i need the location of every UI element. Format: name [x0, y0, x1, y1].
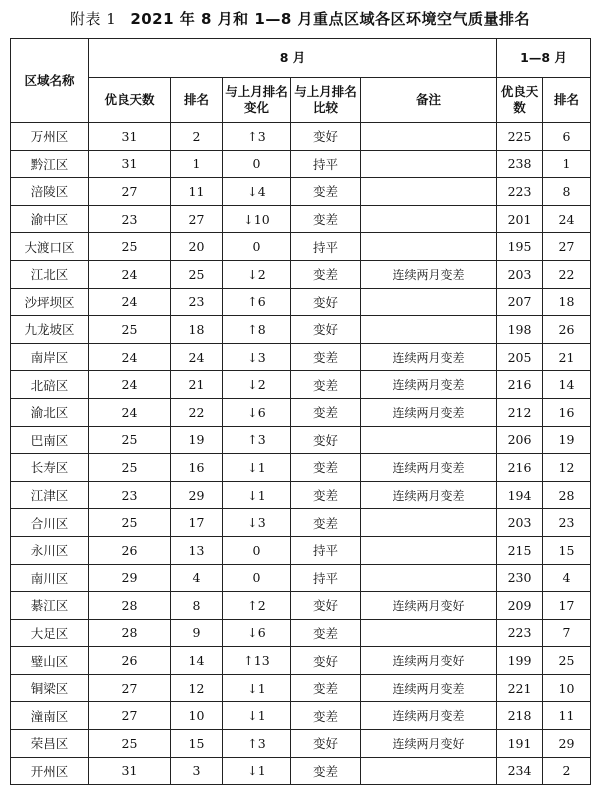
aug-rank-cell: 8 [171, 592, 223, 620]
rank-change-cell: ↓6 [223, 398, 291, 426]
district-name-cell: 潼南区 [11, 702, 89, 730]
aug-good-days-cell: 25 [89, 509, 171, 537]
ytd-rank-cell: 26 [543, 316, 591, 344]
table-row [11, 316, 591, 344]
aug-rank-cell: 4 [171, 564, 223, 592]
rank-change-cell: ↓3 [223, 509, 291, 537]
district-name-cell: 大足区 [11, 619, 89, 647]
rank-compare-cell: 变差 [291, 674, 361, 702]
aug-good-days-cell: 25 [89, 426, 171, 454]
table-row [11, 619, 591, 647]
rank-change-cell: ↓3 [223, 343, 291, 371]
district-name-cell: 荣昌区 [11, 730, 89, 758]
district-name-cell: 南川区 [11, 564, 89, 592]
aug-rank-cell: 1 [171, 150, 223, 178]
rank-compare-cell: 变差 [291, 343, 361, 371]
rank-change-cell: 0 [223, 564, 291, 592]
table-row [11, 426, 591, 454]
ytd-rank-cell: 7 [543, 619, 591, 647]
rank-change-cell: ↑3 [223, 123, 291, 151]
note-cell [361, 426, 497, 454]
district-name-cell: 沙坪坝区 [11, 288, 89, 316]
rank-change-cell: ↓1 [223, 454, 291, 482]
ytd-rank-cell: 17 [543, 592, 591, 620]
ytd-rank-cell: 6 [543, 123, 591, 151]
note-cell [361, 509, 497, 537]
aug-rank-cell: 27 [171, 205, 223, 233]
ytd-good-days-cell: 201 [497, 205, 543, 233]
aug-rank-cell: 13 [171, 536, 223, 564]
header-region: 区域名称 [11, 39, 89, 123]
header-ytd-good-days: 优良天数 [497, 78, 543, 123]
aug-rank-cell: 17 [171, 509, 223, 537]
rank-change-cell: 0 [223, 150, 291, 178]
aug-rank-cell: 25 [171, 260, 223, 288]
note-cell: 连续两月变差 [361, 674, 497, 702]
aug-good-days-cell: 27 [89, 702, 171, 730]
table-row [11, 371, 591, 399]
rank-compare-cell: 持平 [291, 150, 361, 178]
header-jan-aug: 1—8 月 [497, 39, 591, 78]
rank-compare-cell: 变差 [291, 454, 361, 482]
rank-compare-cell: 变好 [291, 730, 361, 758]
note-cell: 连续两月变好 [361, 647, 497, 675]
ytd-good-days-cell: 223 [497, 619, 543, 647]
ytd-good-days-cell: 238 [497, 150, 543, 178]
ytd-good-days-cell: 223 [497, 178, 543, 206]
ytd-rank-cell: 28 [543, 481, 591, 509]
note-cell [361, 178, 497, 206]
table-row [11, 233, 591, 261]
rank-change-cell: ↓1 [223, 674, 291, 702]
ytd-rank-cell: 18 [543, 288, 591, 316]
table-row [11, 123, 591, 151]
ytd-good-days-cell: 216 [497, 371, 543, 399]
rank-change-cell: ↑6 [223, 288, 291, 316]
aug-rank-cell: 10 [171, 702, 223, 730]
aug-good-days-cell: 28 [89, 592, 171, 620]
note-cell [361, 619, 497, 647]
rank-change-cell: ↓10 [223, 205, 291, 233]
ytd-rank-cell: 2 [543, 757, 591, 785]
table-body [11, 123, 591, 785]
table-row [11, 150, 591, 178]
district-name-cell: 合川区 [11, 509, 89, 537]
ytd-good-days-cell: 198 [497, 316, 543, 344]
aug-good-days-cell: 28 [89, 619, 171, 647]
ytd-good-days-cell: 225 [497, 123, 543, 151]
district-name-cell: 渝北区 [11, 398, 89, 426]
header-rank-compare: 与上月排名比较 [291, 78, 361, 123]
rank-compare-cell: 持平 [291, 536, 361, 564]
note-cell: 连续两月变差 [361, 343, 497, 371]
ytd-rank-cell: 8 [543, 178, 591, 206]
note-cell [361, 123, 497, 151]
aug-good-days-cell: 23 [89, 205, 171, 233]
ytd-rank-cell: 11 [543, 702, 591, 730]
ytd-rank-cell: 10 [543, 674, 591, 702]
district-name-cell: 巴南区 [11, 426, 89, 454]
ytd-rank-cell: 19 [543, 426, 591, 454]
table-row [11, 702, 591, 730]
ytd-rank-cell: 25 [543, 647, 591, 675]
ytd-good-days-cell: 218 [497, 702, 543, 730]
note-cell [361, 205, 497, 233]
ytd-good-days-cell: 212 [497, 398, 543, 426]
district-name-cell: 綦江区 [11, 592, 89, 620]
note-cell: 连续两月变好 [361, 592, 497, 620]
table-row [11, 564, 591, 592]
aug-good-days-cell: 24 [89, 343, 171, 371]
ytd-good-days-cell: 207 [497, 288, 543, 316]
rank-compare-cell: 变差 [291, 702, 361, 730]
aug-rank-cell: 16 [171, 454, 223, 482]
rank-compare-cell: 变好 [291, 647, 361, 675]
aug-rank-cell: 15 [171, 730, 223, 758]
ytd-rank-cell: 14 [543, 371, 591, 399]
ytd-good-days-cell: 206 [497, 426, 543, 454]
rank-change-cell: ↓2 [223, 260, 291, 288]
rank-change-cell: ↑8 [223, 316, 291, 344]
ytd-rank-cell: 1 [543, 150, 591, 178]
aug-rank-cell: 23 [171, 288, 223, 316]
table-row [11, 592, 591, 620]
note-cell [361, 288, 497, 316]
aug-good-days-cell: 26 [89, 647, 171, 675]
ytd-good-days-cell: 216 [497, 454, 543, 482]
rank-compare-cell: 变差 [291, 509, 361, 537]
rank-compare-cell: 变差 [291, 619, 361, 647]
district-name-cell: 长寿区 [11, 454, 89, 482]
document-title [0, 8, 600, 29]
aug-good-days-cell: 25 [89, 233, 171, 261]
rank-change-cell: ↑3 [223, 730, 291, 758]
ytd-rank-cell: 22 [543, 260, 591, 288]
ytd-rank-cell: 23 [543, 509, 591, 537]
aug-good-days-cell: 25 [89, 730, 171, 758]
note-cell: 连续两月变差 [361, 260, 497, 288]
aug-rank-cell: 21 [171, 371, 223, 399]
rank-compare-cell: 变好 [291, 288, 361, 316]
aug-rank-cell: 2 [171, 123, 223, 151]
ytd-rank-cell: 4 [543, 564, 591, 592]
rank-compare-cell: 持平 [291, 233, 361, 261]
ytd-good-days-cell: 199 [497, 647, 543, 675]
aug-good-days-cell: 24 [89, 371, 171, 399]
rank-compare-cell: 持平 [291, 564, 361, 592]
table-row [11, 398, 591, 426]
district-name-cell: 铜梁区 [11, 674, 89, 702]
rank-change-cell: ↓1 [223, 702, 291, 730]
rank-compare-cell: 变好 [291, 123, 361, 151]
rank-change-cell: ↓1 [223, 481, 291, 509]
table-row [11, 536, 591, 564]
rank-change-cell: ↓2 [223, 371, 291, 399]
ytd-good-days-cell: 234 [497, 757, 543, 785]
district-name-cell: 黔江区 [11, 150, 89, 178]
district-name-cell: 开州区 [11, 757, 89, 785]
aug-good-days-cell: 24 [89, 260, 171, 288]
aug-rank-cell: 12 [171, 674, 223, 702]
note-cell [361, 150, 497, 178]
aug-good-days-cell: 23 [89, 481, 171, 509]
rank-change-cell: ↑2 [223, 592, 291, 620]
district-name-cell: 北碚区 [11, 371, 89, 399]
header-aug-good-days: 优良天数 [89, 78, 171, 123]
table-row [11, 288, 591, 316]
ytd-good-days-cell: 205 [497, 343, 543, 371]
ytd-good-days-cell: 203 [497, 509, 543, 537]
aug-good-days-cell: 27 [89, 674, 171, 702]
note-cell: 连续两月变差 [361, 481, 497, 509]
table-row [11, 260, 591, 288]
aug-good-days-cell: 26 [89, 536, 171, 564]
aug-good-days-cell: 31 [89, 150, 171, 178]
district-name-cell: 璧山区 [11, 647, 89, 675]
table-row [11, 481, 591, 509]
district-name-cell: 涪陵区 [11, 178, 89, 206]
aug-good-days-cell: 27 [89, 178, 171, 206]
ytd-rank-cell: 24 [543, 205, 591, 233]
rank-change-cell: ↓6 [223, 619, 291, 647]
district-name-cell: 大渡口区 [11, 233, 89, 261]
ytd-good-days-cell: 230 [497, 564, 543, 592]
district-name-cell: 渝中区 [11, 205, 89, 233]
title-text: 2021 年 8 月和 1—8 月重点区域各区环境空气质量排名 [130, 10, 530, 28]
note-cell [361, 233, 497, 261]
aug-good-days-cell: 29 [89, 564, 171, 592]
ytd-rank-cell: 21 [543, 343, 591, 371]
aug-rank-cell: 24 [171, 343, 223, 371]
ytd-good-days-cell: 215 [497, 536, 543, 564]
rank-change-cell: ↓1 [223, 757, 291, 785]
rank-compare-cell: 变差 [291, 371, 361, 399]
aug-rank-cell: 9 [171, 619, 223, 647]
table-row [11, 647, 591, 675]
aug-rank-cell: 11 [171, 178, 223, 206]
header-august: 8 月 [89, 39, 497, 78]
note-cell: 连续两月变差 [361, 371, 497, 399]
ytd-good-days-cell: 203 [497, 260, 543, 288]
rank-compare-cell: 变差 [291, 481, 361, 509]
rank-change-cell: ↑3 [223, 426, 291, 454]
note-cell [361, 564, 497, 592]
table-row [11, 674, 591, 702]
header-note: 备注 [361, 78, 497, 123]
rank-compare-cell: 变差 [291, 260, 361, 288]
aug-good-days-cell: 24 [89, 288, 171, 316]
district-name-cell: 南岸区 [11, 343, 89, 371]
aug-rank-cell: 22 [171, 398, 223, 426]
note-cell: 连续两月变差 [361, 702, 497, 730]
header-ytd-rank: 排名 [543, 78, 591, 123]
district-name-cell: 江北区 [11, 260, 89, 288]
aug-rank-cell: 18 [171, 316, 223, 344]
note-cell: 连续两月变差 [361, 454, 497, 482]
rank-change-cell: ↑13 [223, 647, 291, 675]
ytd-rank-cell: 27 [543, 233, 591, 261]
ytd-good-days-cell: 221 [497, 674, 543, 702]
title-prefix: 附表 1 [70, 10, 117, 28]
ytd-good-days-cell: 194 [497, 481, 543, 509]
district-name-cell: 永川区 [11, 536, 89, 564]
rank-compare-cell: 变差 [291, 398, 361, 426]
note-cell [361, 757, 497, 785]
table-row [11, 509, 591, 537]
rank-compare-cell: 变好 [291, 316, 361, 344]
aug-rank-cell: 29 [171, 481, 223, 509]
table-row [11, 454, 591, 482]
rank-compare-cell: 变差 [291, 178, 361, 206]
rank-compare-cell: 变好 [291, 592, 361, 620]
rank-change-cell: ↓4 [223, 178, 291, 206]
rank-change-cell: 0 [223, 233, 291, 261]
ytd-good-days-cell: 195 [497, 233, 543, 261]
aug-rank-cell: 3 [171, 757, 223, 785]
rank-change-cell: 0 [223, 536, 291, 564]
table-row [11, 178, 591, 206]
ytd-rank-cell: 15 [543, 536, 591, 564]
table-row [11, 757, 591, 785]
aug-rank-cell: 14 [171, 647, 223, 675]
ytd-good-days-cell: 191 [497, 730, 543, 758]
aug-good-days-cell: 24 [89, 398, 171, 426]
table-row [11, 730, 591, 758]
header-aug-rank: 排名 [171, 78, 223, 123]
note-cell [361, 536, 497, 564]
ytd-rank-cell: 29 [543, 730, 591, 758]
district-name-cell: 万州区 [11, 123, 89, 151]
aug-good-days-cell: 31 [89, 123, 171, 151]
aug-rank-cell: 19 [171, 426, 223, 454]
rank-compare-cell: 变好 [291, 426, 361, 454]
rank-compare-cell: 变差 [291, 757, 361, 785]
aug-good-days-cell: 25 [89, 454, 171, 482]
header-rank-change: 与上月排名变化 [223, 78, 291, 123]
note-cell: 连续两月变好 [361, 730, 497, 758]
rank-compare-cell: 变差 [291, 205, 361, 233]
aug-good-days-cell: 25 [89, 316, 171, 344]
aug-good-days-cell: 31 [89, 757, 171, 785]
table-row [11, 205, 591, 233]
table-row [11, 343, 591, 371]
note-cell [361, 316, 497, 344]
ytd-good-days-cell: 209 [497, 592, 543, 620]
ytd-rank-cell: 12 [543, 454, 591, 482]
ytd-rank-cell: 16 [543, 398, 591, 426]
aug-rank-cell: 20 [171, 233, 223, 261]
note-cell: 连续两月变差 [361, 398, 497, 426]
district-name-cell: 江津区 [11, 481, 89, 509]
district-name-cell: 九龙坡区 [11, 316, 89, 344]
air-quality-ranking-table [10, 38, 591, 785]
